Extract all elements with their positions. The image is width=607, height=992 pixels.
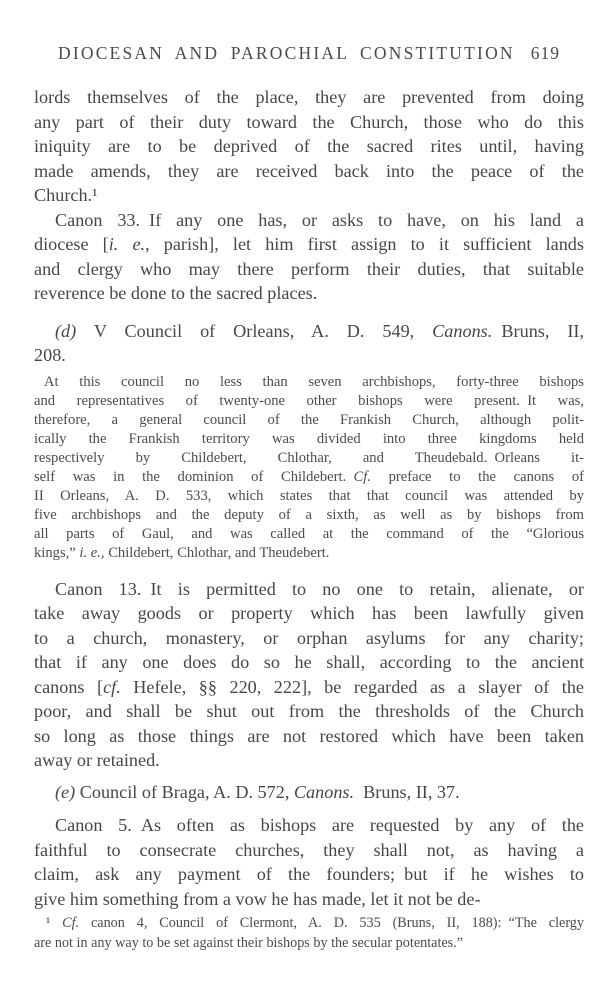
annotation-note <box>34 373 584 563</box>
text-segment: II Orleans, A. D. 533, which states that that council was attended by <box>34 487 584 504</box>
text-segment: , Childebert, Chlothar, and Theudebert. <box>100 544 330 561</box>
text-line <box>34 506 584 525</box>
text-segment: claim, ask any payment of the founders; but if he wishes to <box>34 864 584 884</box>
text-segment: five archbishops and the deputy of a sixth, as well as by bishops from <box>34 506 584 523</box>
text-line <box>34 913 584 933</box>
text-segment: preface to the canons of <box>370 468 584 485</box>
text-line <box>34 626 584 651</box>
text-line <box>34 468 584 487</box>
text-segment: Council of Braga, A. D. 572, <box>75 781 294 802</box>
running-header <box>34 43 584 63</box>
text-line <box>34 601 584 626</box>
italic-text: i. e. <box>108 234 146 254</box>
text-segment: take away goods or property which has been lawfully given <box>34 603 584 623</box>
italic-text: Canons. <box>432 320 493 341</box>
italic-text: cf. <box>103 676 121 697</box>
text-line <box>34 838 584 863</box>
italic-text: Cf. <box>353 468 371 485</box>
text-line <box>34 85 584 110</box>
text-line <box>34 862 584 887</box>
text-line <box>34 650 584 675</box>
text-line <box>34 449 584 468</box>
text-segment: Church.¹ <box>34 185 98 205</box>
text-line <box>34 577 584 602</box>
text-line <box>34 487 584 506</box>
text-line <box>34 232 584 257</box>
text-segment: canons [ <box>34 676 104 697</box>
text-segment: , parish], let him first assign to it sufficient lands <box>145 234 584 254</box>
text-segment: that if any one does do so he shall, according to the ancient <box>34 652 584 672</box>
heading-d-orleans <box>34 319 584 368</box>
text-segment: to a church, monastery, or orphan asylums for any charity; <box>34 627 584 648</box>
text-line <box>34 110 584 135</box>
page-content <box>34 43 584 953</box>
text-line <box>34 933 584 953</box>
text-line <box>34 343 584 368</box>
italic-text: Cf. <box>62 915 80 931</box>
text-line <box>34 134 584 159</box>
text-line <box>34 392 584 411</box>
text-segment: so long as those things are not restored which have been taken <box>34 725 584 746</box>
text-segment: self was in the dominion of Childebert. <box>34 468 354 485</box>
text-segment: give him something from a vow he has made, let it not be de- <box>34 888 481 909</box>
text-segment: made amends, they are received back into the peace of the <box>34 160 584 181</box>
text-line <box>34 183 584 208</box>
text-segment: Bruns, II, 37. <box>354 781 460 802</box>
text-segment: Hefele, §§ 220, 222], be regarded as a slayer of the <box>120 676 584 697</box>
page-number: 619 <box>530 43 560 63</box>
text-segment: At this council no less than seven archbishops, forty-three bishops <box>44 373 584 390</box>
text-segment: respectively by Childebert, Chlothar, and Theudebald. Orleans it- <box>34 449 584 466</box>
text-segment: all parts of Gaul, and was called at the command of the “Glorious <box>34 525 584 542</box>
text-line <box>34 813 584 838</box>
footnote <box>34 913 584 953</box>
text-segment: iniquity are to be deprived of the sacred rites until, having <box>34 136 584 156</box>
text-segment: faithful to consecrate churches, they shall not, as having a <box>34 839 584 860</box>
text-segment: therefore, a general council of the Frankish Church, although polit- <box>34 411 584 428</box>
text-line <box>34 159 584 184</box>
text-line <box>34 780 584 805</box>
text-line <box>34 319 584 344</box>
heading-e-braga <box>34 780 584 805</box>
text-segment: V Council of Orleans, A. D. 549, <box>76 320 433 341</box>
text-segment: away or retained. <box>34 750 160 770</box>
page-title: DIOCESAN AND PAROCHIAL CONSTITUTION <box>57 43 515 63</box>
text-line <box>34 748 584 773</box>
text-segment: Canon 13. It is permitted to no one to retain, alienate, or <box>55 578 584 599</box>
text-segment: diocese [ <box>34 234 109 254</box>
text-line <box>34 208 584 233</box>
text-segment: Canon 5. As often as bishops are requested by any of the <box>55 815 584 835</box>
italic-text: i. e. <box>79 544 101 561</box>
text-segment: and clergy who may there perform their duties, that suitable <box>34 258 584 279</box>
paragraph-canon-33 <box>34 208 584 306</box>
paragraph-canon-13 <box>34 577 584 773</box>
text-line <box>34 373 584 392</box>
text-segment: Canon 33. If any one has, or asks to have, on his land a <box>55 209 584 230</box>
italic-text: (e) <box>55 781 76 802</box>
text-line <box>34 887 584 912</box>
text-segment: are not in any way to be set against their bishops by the secular potentates.” <box>34 935 464 951</box>
paragraph-canon-5 <box>34 813 584 911</box>
italic-text: (d) <box>55 320 77 341</box>
text-line <box>34 724 584 749</box>
text-line <box>34 675 584 700</box>
text-line <box>34 544 584 563</box>
text-segment: 208. <box>34 345 66 365</box>
text-segment: and representatives of twenty-one other bishops were present. It was, <box>34 392 584 409</box>
text-line <box>34 525 584 544</box>
text-line <box>34 281 584 306</box>
paragraph-continuation <box>34 85 584 208</box>
text-line <box>34 257 584 282</box>
text-segment: canon 4, Council of Clermont, A. D. 535 (Bruns, II, 188): “The clergy <box>79 915 584 931</box>
text-segment: kings,” <box>34 544 80 561</box>
text-segment: reverence be done to the sacred places. <box>34 283 318 303</box>
text-segment: ¹ <box>46 915 63 931</box>
text-line <box>34 411 584 430</box>
text-segment: any part of their duty toward the Church, those who do this <box>34 111 584 132</box>
text-segment: lords themselves of the place, they are prevented from doing <box>34 87 584 107</box>
text-segment: Bruns, II, <box>492 320 584 341</box>
italic-text: Canons. <box>293 781 355 802</box>
text-segment: poor, and shall be shut out from the thresholds of the Church <box>34 701 584 721</box>
text-segment: ically the Frankish territory was divided into three kingdoms held <box>34 430 584 447</box>
text-body <box>34 85 584 953</box>
text-line <box>34 430 584 449</box>
text-line <box>34 699 584 724</box>
